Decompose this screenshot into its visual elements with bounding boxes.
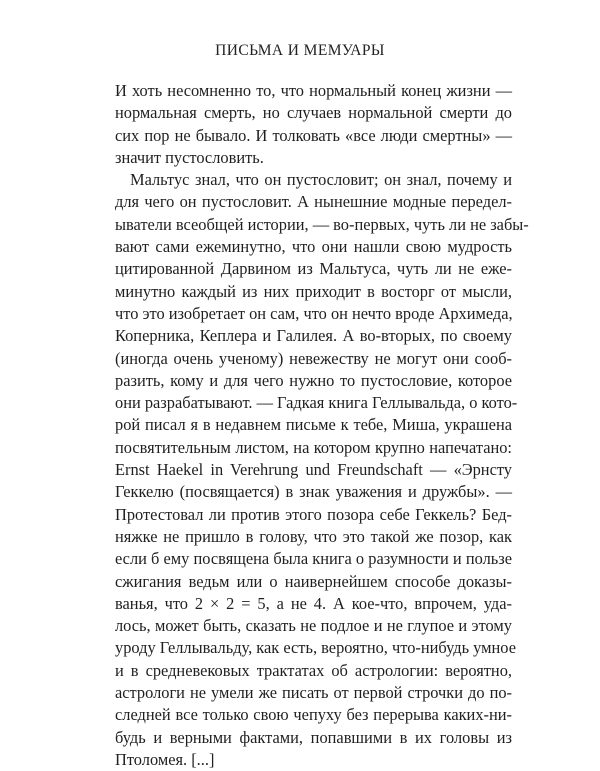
text-line: разить, кому и для чего нужно то пустословие, которое xyxy=(115,370,512,390)
text-line: Мальтус знал, что он пустословит; он знал, почему и xyxy=(130,170,512,190)
text-line: посвятительным листом, на котором крупно напечатано: xyxy=(115,437,512,457)
text-line: рой писал я в недавнем письме к тебе, Миша, украшена xyxy=(115,415,512,435)
text-line: ыватели всеобщей истории, — во-первых, чуть ли не забы- xyxy=(115,214,529,234)
text-line: если б ему посвящена была книга о разумности и пользе xyxy=(115,549,512,569)
running-head: ПИСЬМА И МЕМУАРЫ xyxy=(215,42,385,59)
text-line: следней все только свою чепуху без перерыва каких-ни- xyxy=(115,705,512,725)
text-line: и в средневековых трактатах об астрологии: вероятно, xyxy=(115,660,512,680)
text-line: Птоломея. [...] xyxy=(115,749,215,769)
text-line: няжке не пришло в голову, что это такой же позор, как xyxy=(115,526,512,546)
text-line: нормальная смерть, но случаев нормальной смерти до xyxy=(115,103,512,123)
text-line: минутно каждый из них приходит в восторг от мысли, xyxy=(115,281,512,301)
text-line: вают сами ежеминутно, что они нашли свою мудрость xyxy=(115,237,512,257)
paragraph-1 xyxy=(115,80,512,169)
text-line: что это изобретает он сам, что он нечто вроде Архимеда, xyxy=(115,303,513,323)
text-line: сжигания ведьм или о наивернейшем способе доказы- xyxy=(115,571,512,591)
text-line: значит пустословить. xyxy=(115,147,264,167)
text-line: ванья, что 2 × 2 = 5, а не 4. А кое-что, впрочем, уда- xyxy=(115,593,512,613)
text-line: лось, может быть, сказать не подлое и не глупое и этому xyxy=(115,616,512,636)
paragraph-2 xyxy=(115,169,529,771)
text-line: (иногда очень ученому) невежеству не могут они сооб- xyxy=(115,348,512,368)
text-line: Протестовал ли против этого позора себе Геккель? Бед- xyxy=(115,504,512,524)
text-line: уроду Геллывальду, как есть, вероятно, что-нибудь умное xyxy=(115,638,516,658)
text-line: цитированной Дарвином из Мальтуса, чуть ли не еже- xyxy=(115,259,512,279)
text-line: будь и верными фактами, попавшими в их головы из xyxy=(115,727,512,747)
text-line: Коперника, Кеплера и Галилея. А во-вторых, по своему xyxy=(115,326,512,346)
text-line: И хоть несомненно то, что нормальный конец жизни — xyxy=(115,81,512,100)
text-line: сих пор не бывало. И толковать «все люди смертны» — xyxy=(115,125,512,145)
text-line: астрологи не умели же писать от первой строчки до по- xyxy=(115,683,512,703)
text-line: для чего он пустословит. А нынешние модные передел- xyxy=(115,192,512,212)
body-text xyxy=(115,80,529,771)
text-line: Ernst Haekel in Verehrung und Freundschaft — «Эрнсту xyxy=(115,460,512,480)
text-line: они разрабатывают. — Гадкая книга Геллывальда, о кото- xyxy=(115,393,518,413)
text-line: Геккелю (посвящается) в знак уважения и дружбы». — xyxy=(115,482,512,502)
